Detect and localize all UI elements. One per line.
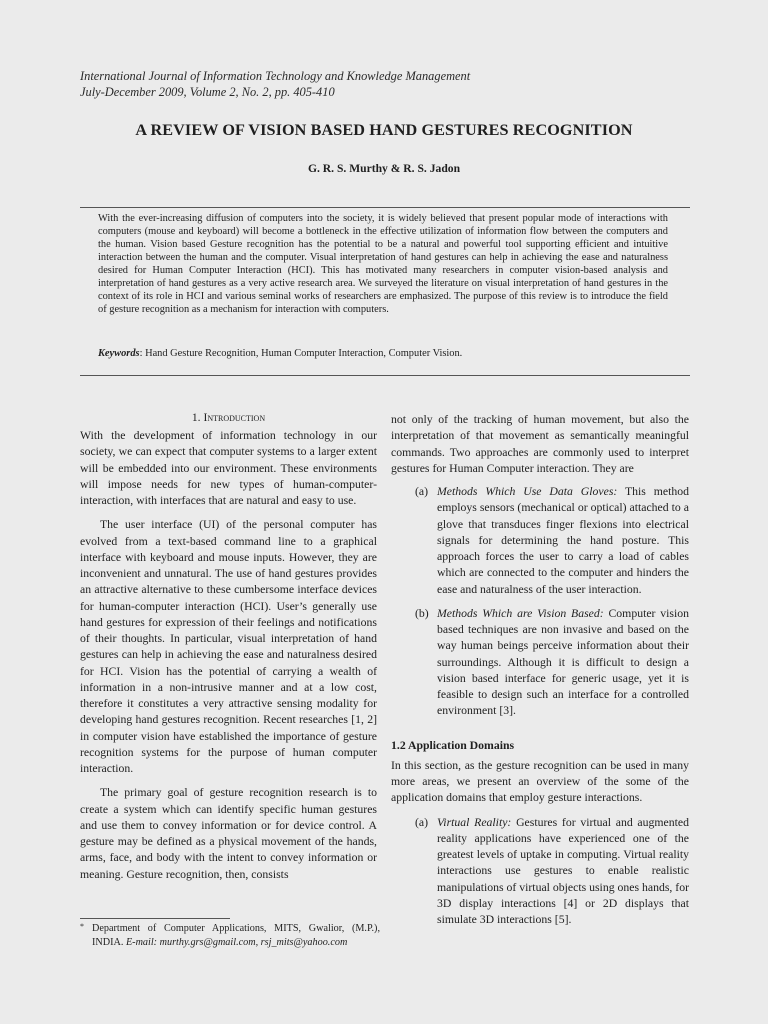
paper-title: A REVIEW OF VISION BASED HAND GESTURES RECOGNITION xyxy=(135,121,633,139)
intro-paragraph-4: not only of the tracking of human movement, but also the interpretation of that movement as semantically meaningful commands. Two approaches are commonly used to interpret gestures for Human Computer interaction. They are xyxy=(391,413,689,475)
intro-paragraph-2: The user interface (UI) of the personal computer has evolved from a text-based command line to a graphical interface with keyboard and mouse inputs. However, they are inconvenient and unnatural. The use of hand gestures provides an attractive alternative to these cumbersome interface devices for human-computer interaction (HCI). User’s generally use hand gestures for expression of their feelings and notifications of their thoughts. In particular, visual interpretation of hand gestures can help in achieving the ease and naturalness desired for HCI. Vision has the potential of carrying a wealth of information in a non-intrusive manner and at a low cost, therefore it constitutes a very attractive sensing modality for developing hand gestures recognition. Recent researches [1, 2] in computer vision have established the importance of gesture recognition systems for the purpose of human computer interaction. xyxy=(80,518,377,775)
footnote-email: E-mail: murthy.grs@gmail.com, rsj_mits@yahoo.com xyxy=(125,936,348,948)
footnote-affiliation: Department of Computer Applications, MITS, Gwalior, (M.P.), INDIA. xyxy=(92,923,380,948)
intro-paragraph-1: With the development of information technology in our society, we can expect that computer systems to a larger extent will be embedded into our environment. These environments will impose needs for new types of human-computer-interaction, with interfaces that are natural and easy to use. xyxy=(80,429,377,507)
list-item-text: Computer vision based techniques are non invasive and based on the way human beings perceive information about their surroundings. Although it is difficult to design a vision based interface for generic usage, yet it is feasible to design such an interface for a controlled environment [3]. xyxy=(437,606,689,718)
abstract-bottom-rule xyxy=(80,375,690,376)
list-item-text: This method employs sensors (mechanical or optical) attached to a glove that transduces finger flexions into electrical signals for determining the hand posture. This approach forces the user to carry a load of cables which are connected to the computer and hinders the ease and naturalness of the user interaction. xyxy=(437,485,689,596)
app-domains-paragraph: In this section, as the gesture recognition can be used in many more areas, we present an overview of the some of the application domains that employ gesture interactions. xyxy=(391,758,689,805)
footnote xyxy=(80,922,380,949)
keywords-label: Keywords xyxy=(98,348,140,359)
list-item-label: (b) xyxy=(415,606,429,620)
abstract: With the ever-increasing diffusion of computers into the society, it is widely believed that present popular mode of interactions with computers (mouse and keyboard) will become a bottleneck in the effective utilization of information flow between the computers and the human. Vision based Gesture recognition has the potential to be a natural and powerful tool supporting efficient and intuitive interaction between the human and the computer. Visual interpretation of hand gestures can help in achieving the ease and naturalness desired for Human Computer Interaction (HCI). This has motivated many researchers in computer vision-based analysis and interpretation of hand gestures as a very active research area. We surveyed the literature on visual interpretation of hand gestures in the context of its role in HCI and various seminal works of researchers are emphasized. The purpose of this review is to introduce the field of gesture recognition as a mechanism for interaction with computers. xyxy=(98,213,668,316)
journal-name: International Journal of Information Technology and Knowledge Management xyxy=(80,69,471,83)
journal-issue: July-December 2009, Volume 2, No. 2, pp. 405-410 xyxy=(80,85,335,99)
right-column xyxy=(391,412,689,928)
list-item-vision-based xyxy=(391,606,689,720)
list-item-label: (a) xyxy=(415,485,429,498)
keywords-list: : Hand Gesture Recognition, Human Computer Interaction, Computer Vision. xyxy=(139,348,463,359)
section-heading-introduction xyxy=(80,410,377,426)
list-item-data-gloves xyxy=(391,484,689,598)
abstract-top-rule xyxy=(80,207,690,208)
list-item-text: Gestures for virtual and augmented reality applications have experienced one of the greatest levels of uptake in computing. Virtual reality interactions use gestures to enable realistic manipulations of virtual objects using ones hands, for 3D display interactions [4] or 2D displays that simulate 3D interactions [5]. xyxy=(437,815,689,926)
intro-paragraph-3: The primary goal of gesture recognition research is to create a system which can identify specific human gestures and use them to convey information or for device control. A gesture may be defined as a physical movement of the hands, arms, face, and body with the intent to convey information or meaning. Gesture recognition, then, consists xyxy=(80,786,377,881)
subsection-heading-application-domains: 1.2 Application Domains xyxy=(391,738,515,752)
left-column xyxy=(80,410,377,883)
list-item-title: Virtual Reality: xyxy=(437,815,512,829)
paper-authors: G. R. S. Murthy & R. S. Jadon xyxy=(307,162,461,175)
keywords xyxy=(98,347,678,360)
footnote-rule xyxy=(80,918,230,919)
section-number: 1. xyxy=(191,411,204,424)
section-title: Introduction xyxy=(203,411,266,424)
list-item-label: (a) xyxy=(415,815,429,829)
footnote-marker: * xyxy=(80,922,84,931)
list-item-title: Methods Which are Vision Based: xyxy=(437,606,604,620)
list-item-virtual-reality xyxy=(391,815,689,929)
list-item-title: Methods Which Use Data Gloves: xyxy=(437,485,618,498)
journal-citation xyxy=(80,68,470,100)
